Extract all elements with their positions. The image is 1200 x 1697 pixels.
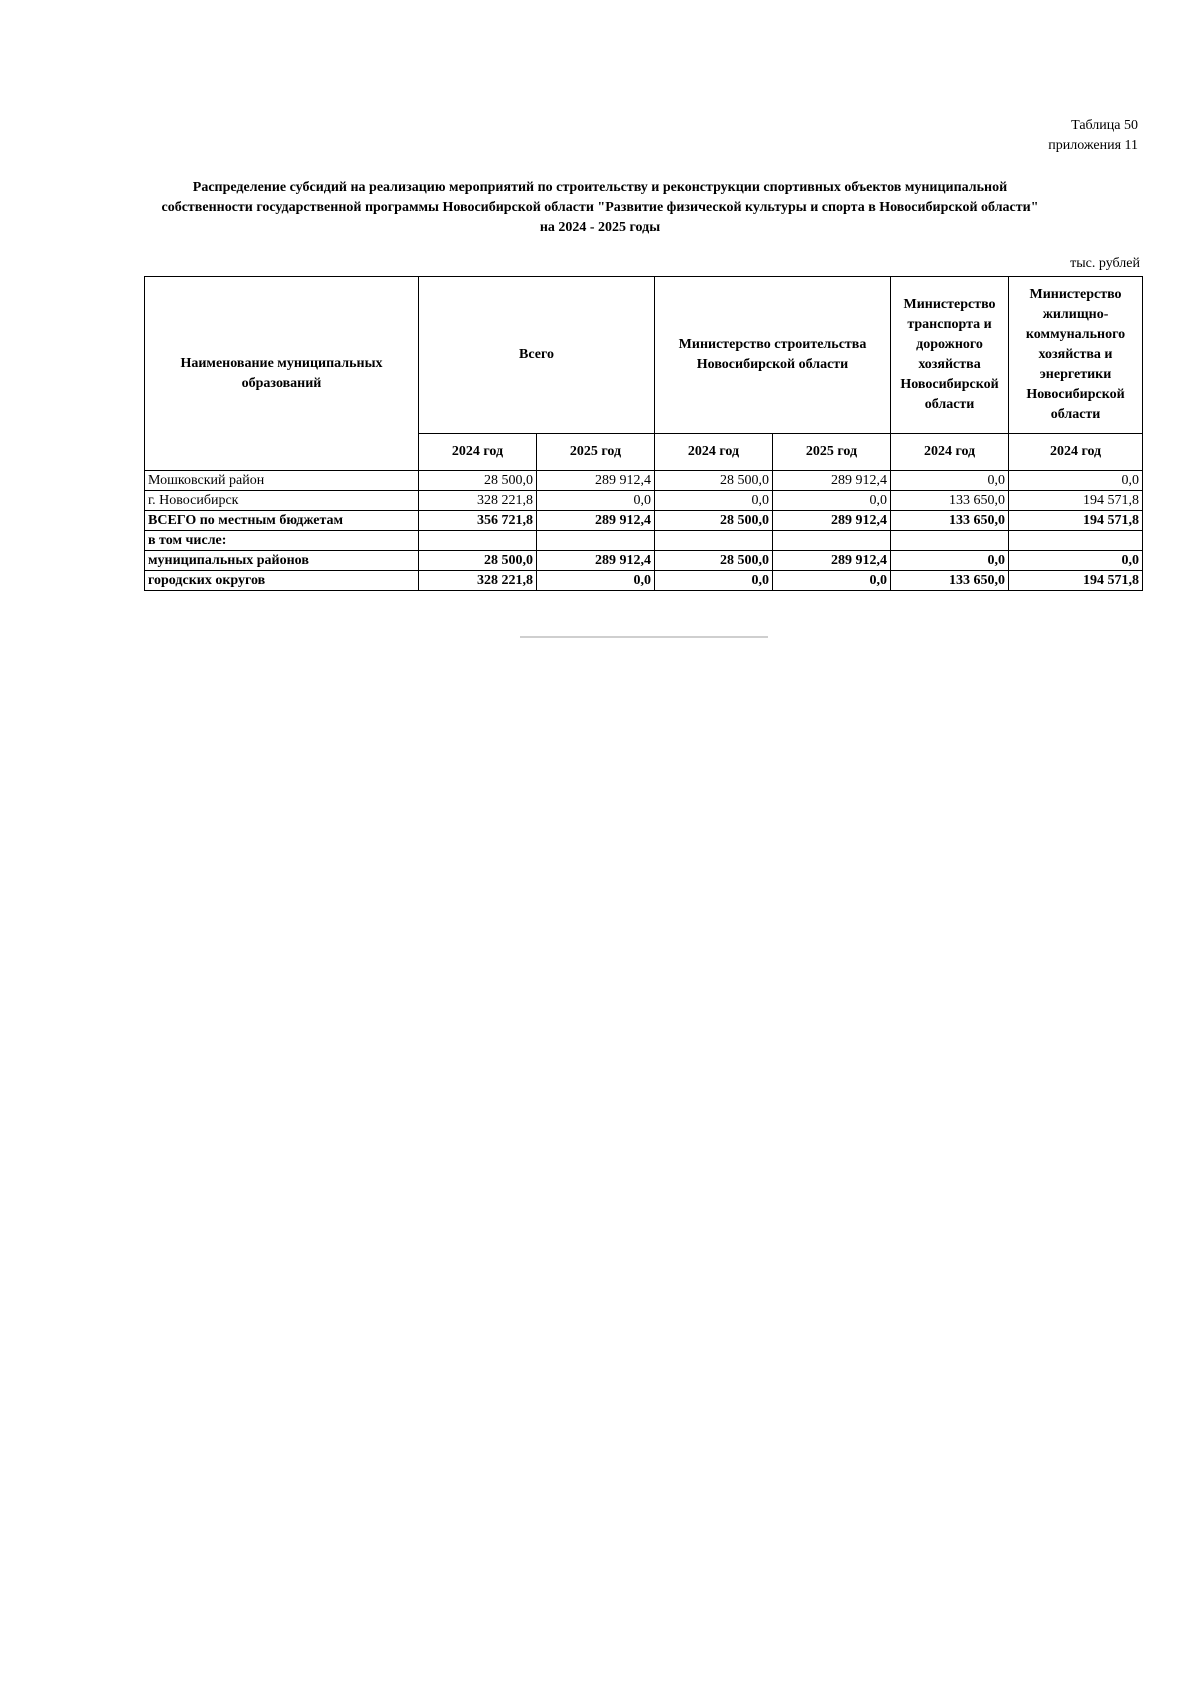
cell-value: 28 500,0 — [655, 471, 773, 491]
cell-value: 0,0 — [1009, 471, 1143, 491]
title-line-2: собственности государственной программы Новосибирской области "Развитие физической культуры и спорта в Новосибирской области" — [161, 200, 1039, 215]
cell-value: 28 500,0 — [655, 551, 773, 571]
cell-value: 133 650,0 — [891, 491, 1009, 511]
cell-value: 328 221,8 — [419, 491, 537, 511]
cell-value: 289 912,4 — [773, 551, 891, 571]
year-header: 2025 год — [537, 434, 655, 471]
cell-value: 0,0 — [537, 491, 655, 511]
table-row — [145, 491, 1143, 511]
cell-value: 194 571,8 — [1009, 571, 1143, 591]
header-ministry-transport: Министерство транспорта и дорожного хозяйства Новосибирской области — [891, 277, 1009, 434]
cell-value — [655, 531, 773, 551]
cell-value: 289 912,4 — [773, 471, 891, 491]
cell-value: 289 912,4 — [537, 511, 655, 531]
cell-value: 133 650,0 — [891, 571, 1009, 591]
units-label: тыс. рублей — [1070, 256, 1140, 271]
cell-value: 289 912,4 — [537, 551, 655, 571]
cell-value: 0,0 — [891, 471, 1009, 491]
row-name: городских округов — [145, 571, 419, 591]
appendix-label: приложения 11 — [1048, 138, 1138, 153]
cell-value — [419, 531, 537, 551]
year-header: 2024 год — [891, 434, 1009, 471]
cell-value: 0,0 — [537, 571, 655, 591]
cell-value: 289 912,4 — [537, 471, 655, 491]
cell-value: 0,0 — [773, 571, 891, 591]
table-row — [145, 571, 1143, 591]
cell-value — [537, 531, 655, 551]
cell-value: 28 500,0 — [655, 511, 773, 531]
year-header: 2024 год — [655, 434, 773, 471]
cell-value: 0,0 — [891, 551, 1009, 571]
divider-line — [520, 636, 768, 638]
row-name: ВСЕГО по местным бюджетам — [145, 511, 419, 531]
year-header: 2024 год — [1009, 434, 1143, 471]
table-row-subheading — [145, 531, 1143, 551]
cell-value: 328 221,8 — [419, 571, 537, 591]
cell-value — [773, 531, 891, 551]
header-name: Наименование муниципальных образований — [145, 277, 419, 471]
header-ministry-housing: Министерство жилищно-коммунального хозяйства и энергетики Новосибирской области — [1009, 277, 1143, 434]
table-row — [145, 551, 1143, 571]
year-header: 2024 год — [419, 434, 537, 471]
cell-value: 0,0 — [655, 491, 773, 511]
row-name: муниципальных районов — [145, 551, 419, 571]
title-line-1: Распределение субсидий на реализацию мероприятий по строительству и реконструкции спортивных объектов муниципальной — [192, 180, 1008, 195]
table-caption — [1048, 116, 1138, 156]
cell-value: 289 912,4 — [773, 511, 891, 531]
header-ministry-construction: Министерство строительства Новосибирской области — [655, 277, 891, 434]
cell-value: 194 571,8 — [1009, 511, 1143, 531]
table-label: Таблица 50 — [1071, 118, 1138, 133]
title-line-3: на 2024 - 2025 годы — [539, 220, 661, 235]
cell-value: 0,0 — [1009, 551, 1143, 571]
cell-value: 133 650,0 — [891, 511, 1009, 531]
table-row — [145, 471, 1143, 491]
row-name: г. Новосибирск — [145, 491, 419, 511]
cell-value: 0,0 — [655, 571, 773, 591]
row-name: Мошковский район — [145, 471, 419, 491]
year-header: 2025 год — [773, 434, 891, 471]
cell-value: 194 571,8 — [1009, 491, 1143, 511]
cell-value: 356 721,8 — [419, 511, 537, 531]
cell-value: 0,0 — [773, 491, 891, 511]
cell-value — [891, 531, 1009, 551]
cell-value: 28 500,0 — [419, 551, 537, 571]
header-total: Всего — [419, 277, 655, 434]
row-name: в том числе: — [145, 531, 419, 551]
document-title — [140, 178, 1060, 238]
cell-value — [1009, 531, 1143, 551]
cell-value: 28 500,0 — [419, 471, 537, 491]
table-row-total — [145, 511, 1143, 531]
subsidy-table — [144, 276, 1143, 591]
